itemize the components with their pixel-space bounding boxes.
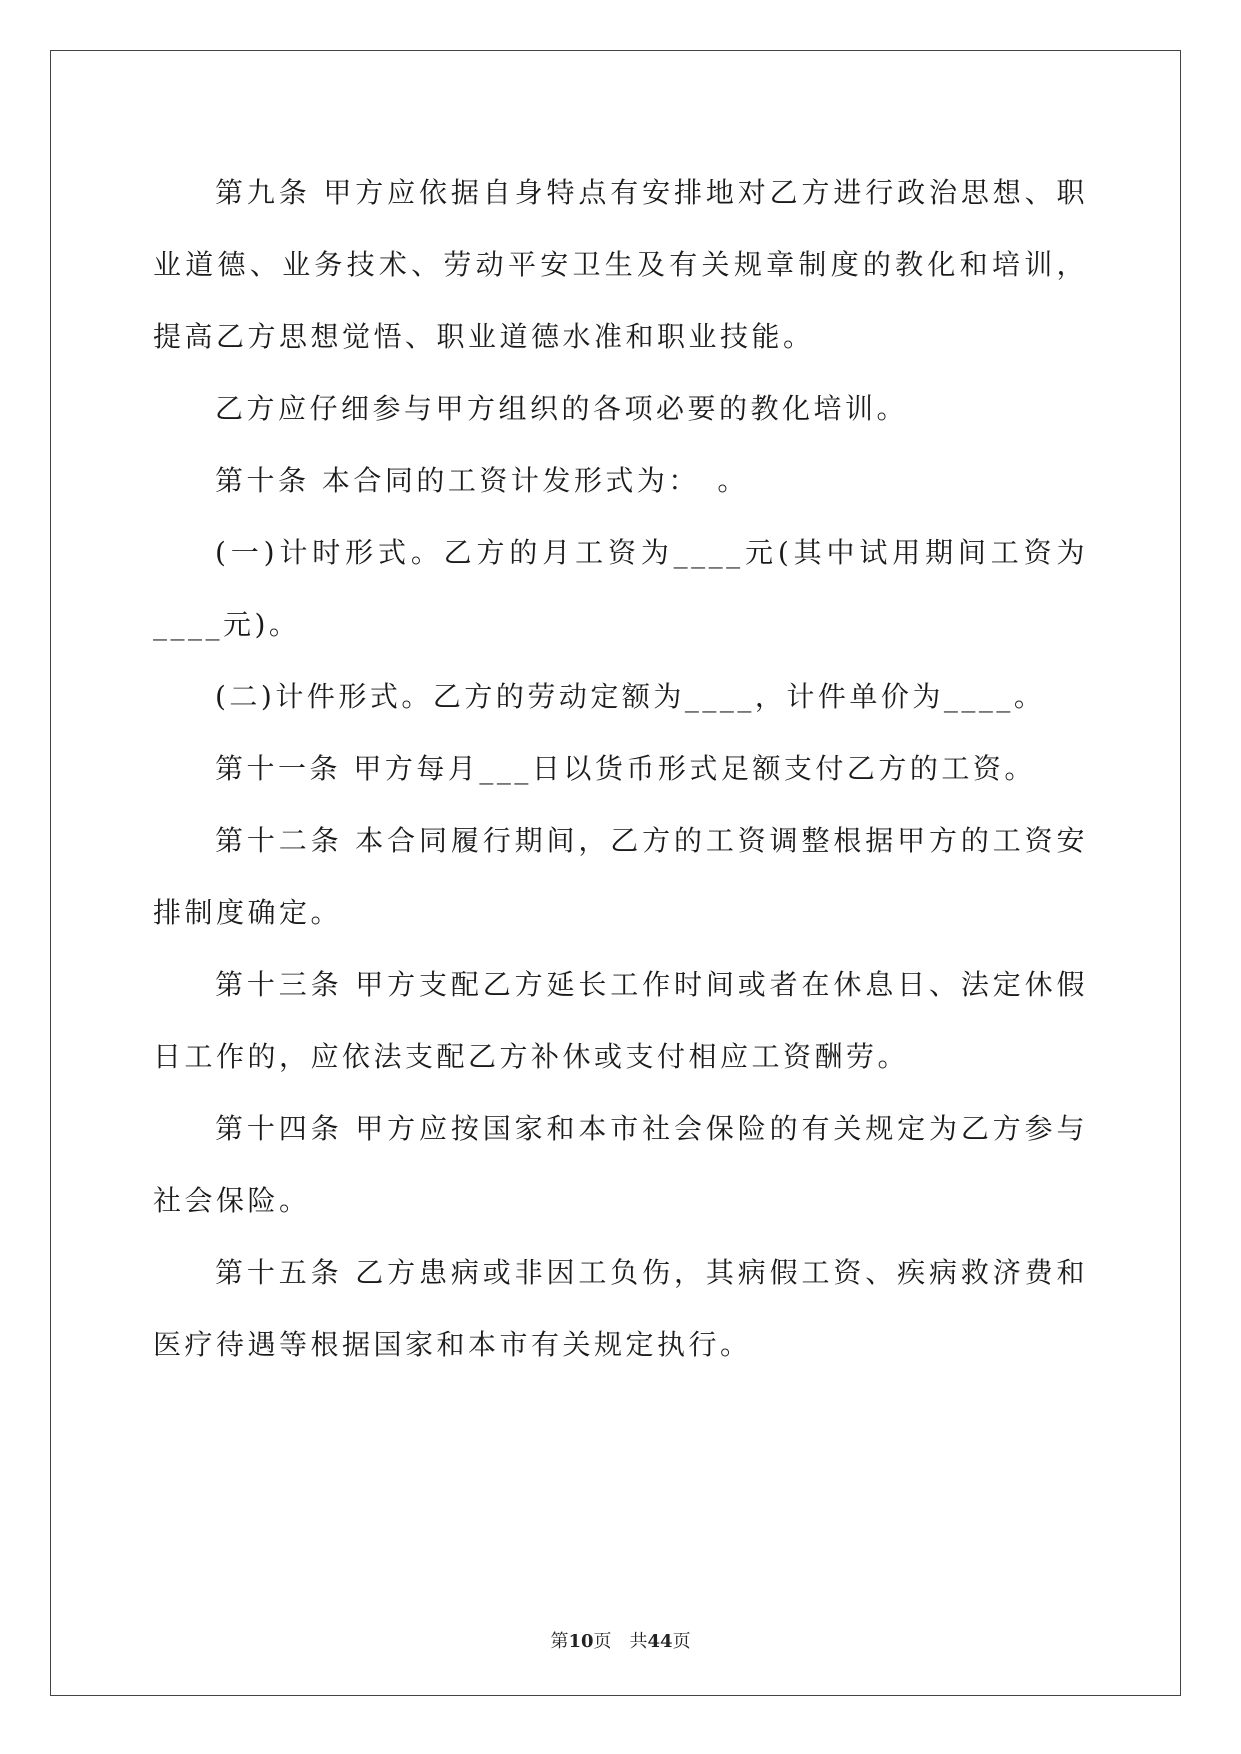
footer-total-prefix: 共: [629, 1631, 648, 1652]
document-body: [153, 157, 1088, 1381]
paragraph-article-11: 第十一条 甲方每月___日以货币形式足额支付乙方的工资。: [215, 752, 1036, 785]
footer-prefix: 第: [550, 1631, 569, 1652]
paragraph-training: 乙方应仔细参与甲方组织的各项必要的教化培训。: [215, 392, 909, 425]
footer-total-suffix: 页: [672, 1631, 691, 1652]
paragraph-article-14: 第十四条 甲方应按国家和本市社会保险的有关规定为乙方参与社会保险。: [153, 1112, 1088, 1217]
paragraph-article-9: 第九条 甲方应依据自身特点有安排地对乙方进行政治思想、职业道德、业务技术、劳动平安卫生及有关规章制度的教化和培训，提高乙方思想觉悟、职业道德水准和职业技能。: [153, 176, 1088, 353]
total-pages-number: 44: [647, 1631, 673, 1652]
page-footer: [0, 1631, 1241, 1653]
footer-page-word: 页: [593, 1631, 612, 1652]
paragraph-time-based-wage: (一)计时形式。乙方的月工资为____元(其中试用期间工资为____元)。: [153, 536, 1088, 641]
paragraph-article-15: 第十五条 乙方患病或非因工负伤，其病假工资、疾病救济费和医疗待遇等根据国家和本市有关规定执行。: [153, 1256, 1088, 1361]
current-page-number: 10: [568, 1631, 594, 1652]
paragraph-article-13: 第十三条 甲方支配乙方延长工作时间或者在休息日、法定休假日工作的，应依法支配乙方补休或支付相应工资酬劳。: [153, 968, 1088, 1073]
paragraph-piece-rate-wage: (二)计件形式。乙方的劳动定额为____，计件单价为____。: [215, 680, 1046, 713]
paragraph-article-10: 第十条 本合同的工资计发形式为： 。: [215, 464, 749, 497]
paragraph-article-12: 第十二条 本合同履行期间，乙方的工资调整根据甲方的工资安排制度确定。: [153, 824, 1088, 929]
